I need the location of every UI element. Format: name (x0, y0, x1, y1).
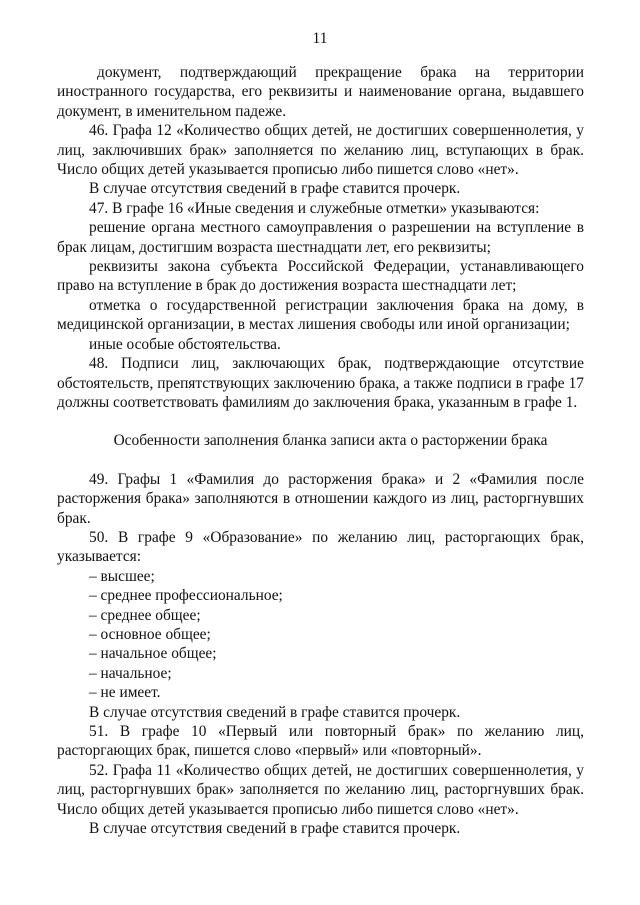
list-item: – основное общее; (89, 625, 211, 643)
paragraph: 46. Графа 12 «Количество общих детей, не достигших совершеннолетия, у лиц, заключивших брак» заполняется по желанию лиц, вступающих в брак. Число общих детей указывается прописью либо пишется слово «нет». (57, 122, 584, 179)
list-item: – начальное общее; (89, 645, 217, 663)
paragraph: реквизиты закона субъекта Российской Федерации, устанавливающего право на вступление в брак до достижения возраста шестнадцати лет; (57, 258, 584, 295)
list-item: – не имеет. (89, 684, 161, 702)
paragraph: 52. Графа 11 «Количество общих детей, не достигших совершеннолетия, у лиц, расторгнувших брак» заполняется по желанию лиц, расторгнувших брак. Число общих детей указывается прописью либо пишется слово «нет». (57, 761, 584, 818)
paragraph: 51. В графе 10 «Первый или повторный брак» по желанию лиц, расторгающих брак, пишется слово «первый» или «повторный». (57, 723, 584, 760)
paragraph: В случае отсутствия сведений в графе ставится прочерк. (89, 180, 461, 198)
paragraph: отметка о государственной регистрации заключения брака на дому, в медицинской организации, в местах лишения свободы или иной организации; (57, 296, 584, 334)
paragraph: В случае отсутствия сведений в графе ставится прочерк. (89, 703, 461, 721)
paragraph: 48. Подписи лиц, заключающих брак, подтверждающие отсутствие обстоятельств, препятствующих заключению брака, а также подписи в графе 17 должны соответствовать фамилиям до заключения брака, указанным в графе 1. (57, 355, 584, 411)
paragraph: В случае отсутствия сведений в графе ставится прочерк. (89, 820, 461, 838)
paragraph: иные особые обстоятельства. (89, 335, 281, 353)
paragraph: документ, подтверждающий прекращение брака на территории иностранного государства, его реквизиты и наименование органа, выдавшего документ, в именительном падеже. (57, 64, 584, 120)
paragraph: решение органа местного самоуправления о разрешении на вступление в брак лицам, достигшим возраста шестнадцати лет, его реквизиты; (57, 219, 584, 256)
list-item: – начальное; (89, 664, 172, 682)
document-body (57, 63, 584, 838)
paragraph: 50. В графе 9 «Образование» по желанию лиц, расторгающих брак, указывается: (57, 528, 584, 566)
list-item: – среднее общее; (89, 606, 201, 624)
paragraph: 49. Графы 1 «Фамилия до расторжения брака» и 2 «Фамилия после расторжения брака» заполняются в отношении каждого из лиц, расторгнувших брак. (57, 470, 584, 527)
section-heading: Особенности заполнения бланка записи акта о расторжении брака (113, 432, 548, 450)
page-number: 11 (312, 30, 328, 47)
paragraph: 47. В графе 16 «Иные сведения и служебные отметки» указываются: (89, 199, 540, 217)
list-item: – высшее; (89, 567, 155, 585)
list-item: – среднее профессиональное; (89, 587, 283, 605)
